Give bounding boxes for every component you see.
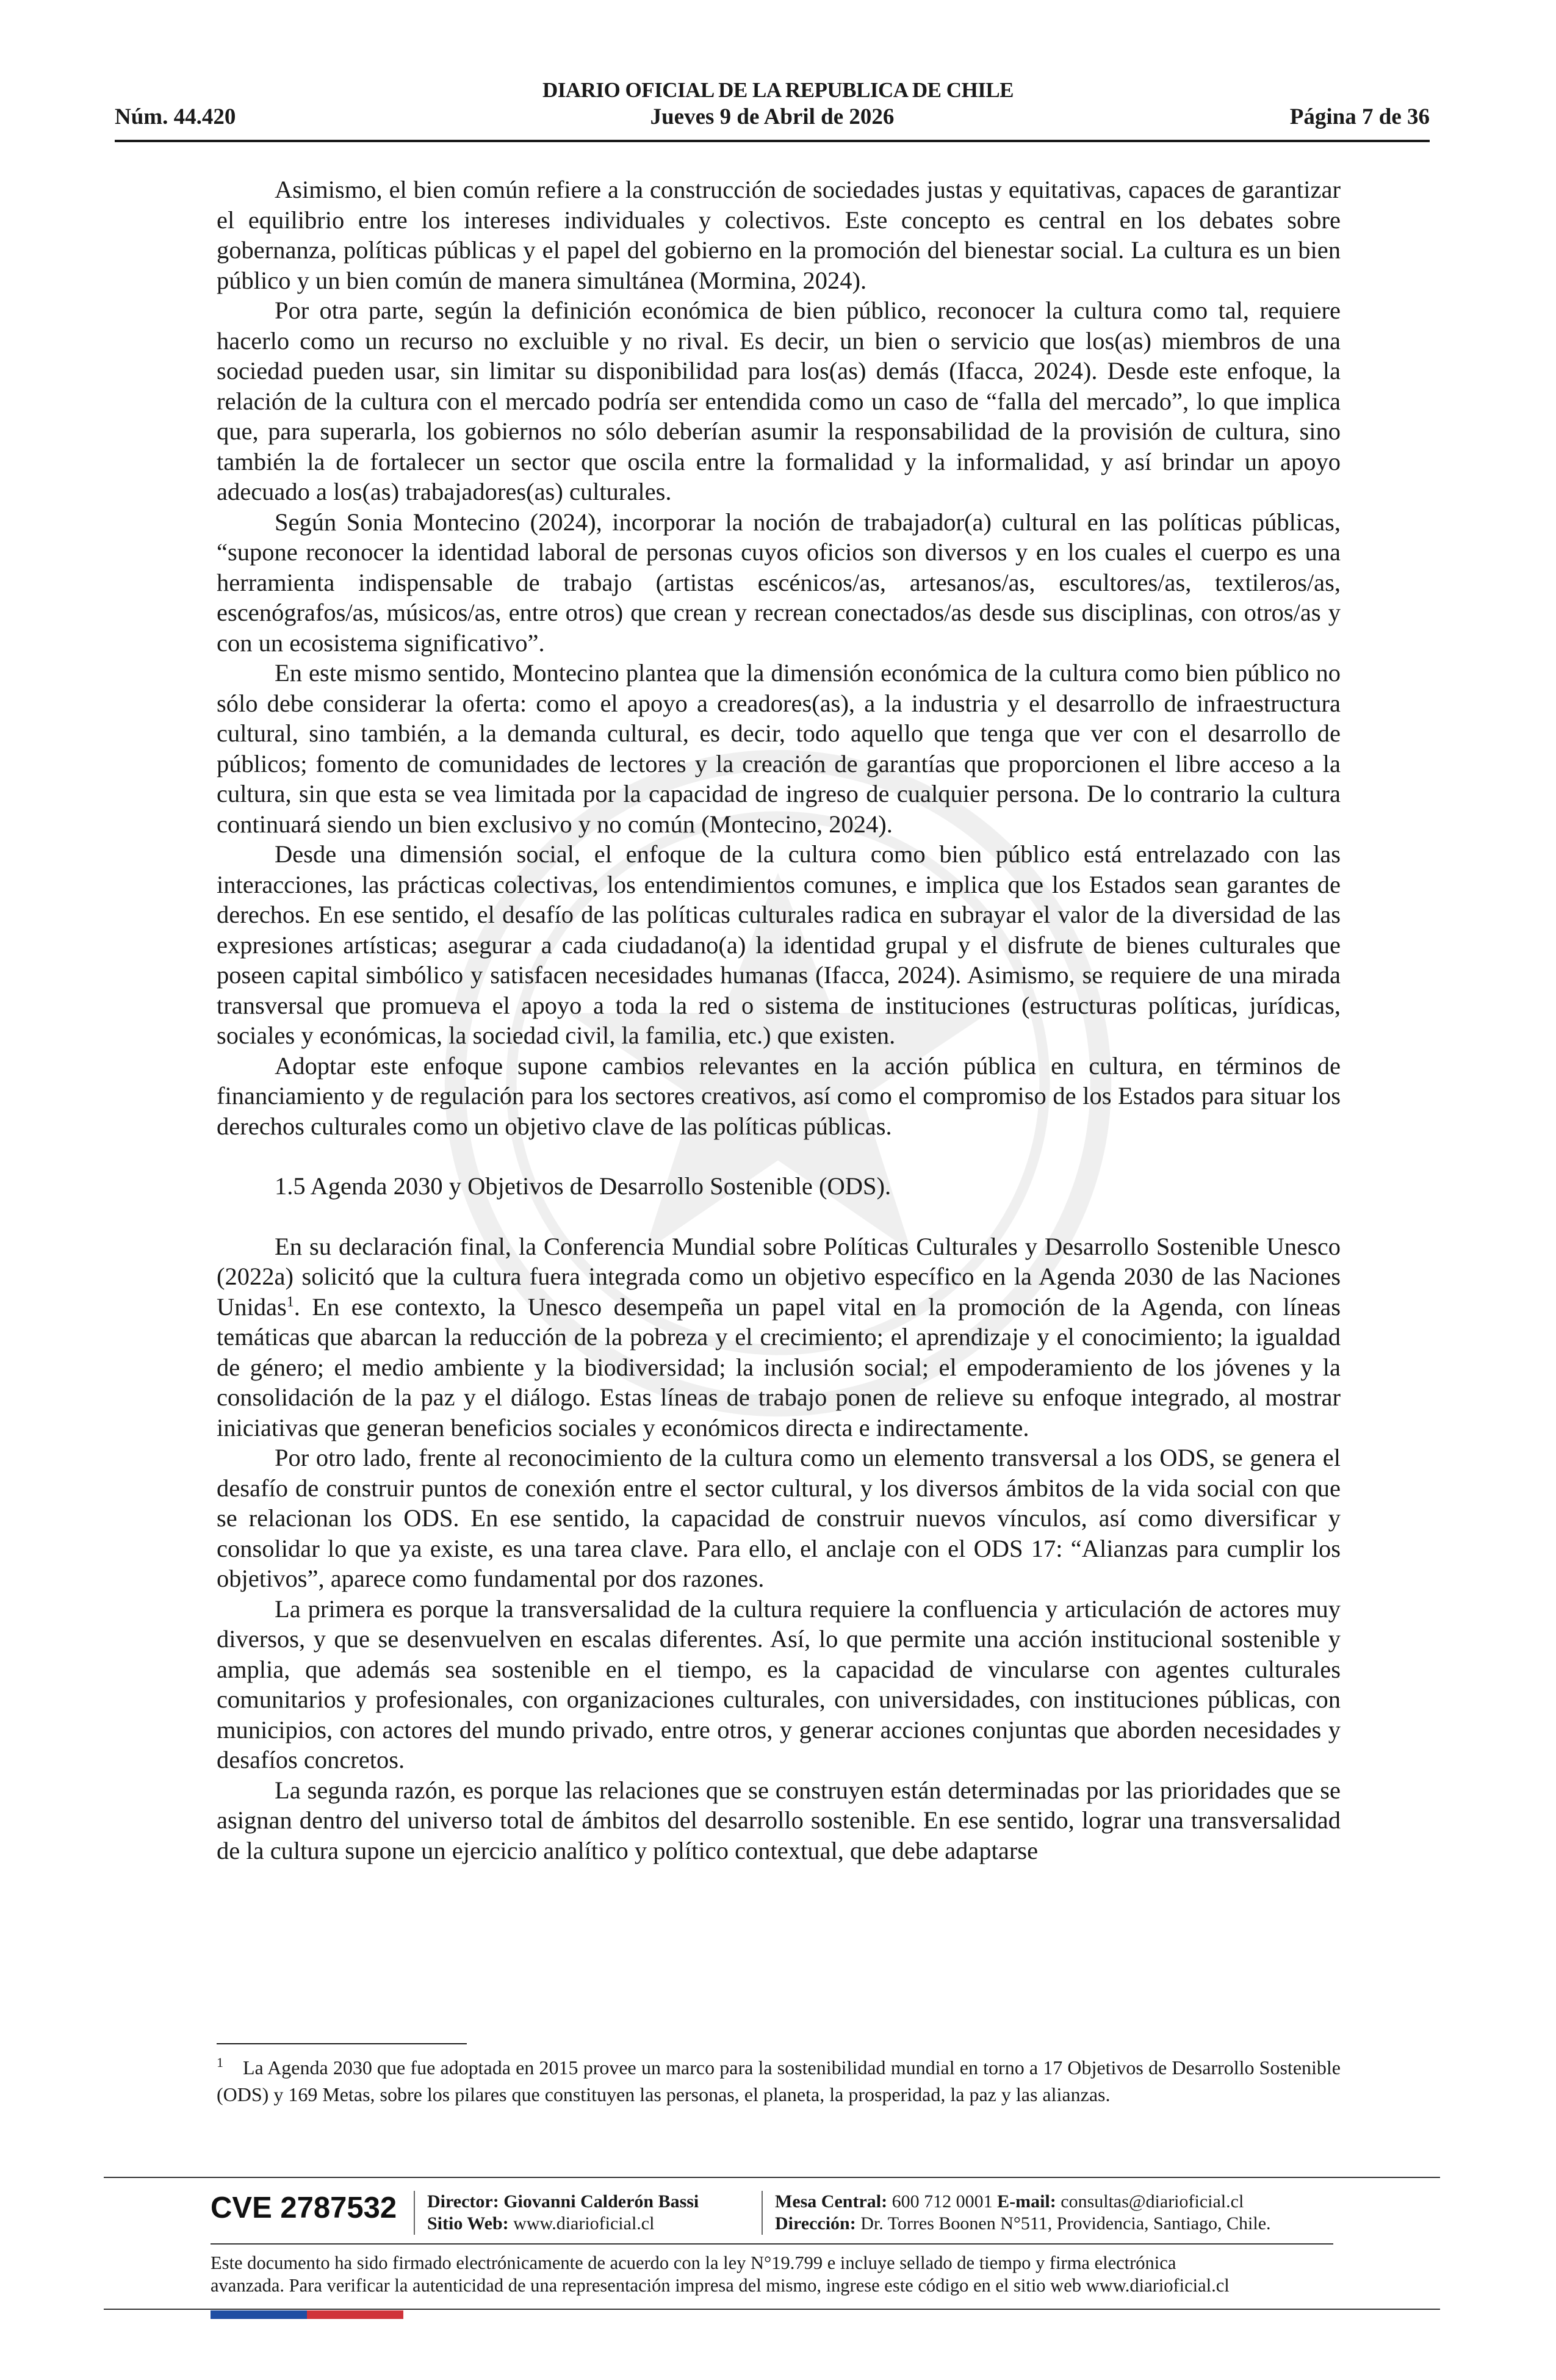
flag-stripe-red	[307, 2310, 403, 2319]
footer-bottom-divider	[104, 2309, 1440, 2310]
paragraph: Asimismo, el bien común refiere a la construcción de sociedades justas y equitativas, capaces de garantizar el equilibrio entre los intereses individuales y colectivos. Este concepto es central en los debates sobre gobernanza, políticas públicas y el papel del gobierno en la promoción del bienestar social. La cultura es un bien público y un bien común de manera simultánea (Mormina, 2024).	[217, 176, 1341, 294]
paragraph: La segunda razón, es porque las relaciones que se construyen están determinadas por las prioridades que se asignan dentro del universo total de ámbitos del desarrollo sostenible. En ese sentido, lograr una transversalidad de la cultura supone un ejercicio analítico y político contextual, que debe adaptarse	[217, 1776, 1341, 1864]
flag-stripe-blue	[211, 2310, 307, 2319]
director-name: Giovanni Calderón Bassi	[503, 2191, 699, 2212]
address-value: Dr. Torres Boonen N°511, Providencia, Santiago, Chile.	[860, 2213, 1271, 2234]
footer-director-block	[427, 2191, 699, 2235]
cve-code: CVE 2787532	[211, 2191, 397, 2224]
gazette-title: DIARIO OFICIAL DE LA REPUBLICA DE CHILE	[542, 78, 1014, 102]
footnote-reference: 1	[286, 1294, 294, 1310]
paragraph: La primera es porque la transversalidad de la cultura requiere la confluencia y articulación de actores muy diversos, y que se desenvuelven en escalas diferentes. Así, lo que permite una acción institucional sostenible y amplia, que además sea sostenible en el tiempo, es la capacidad de vincularse con agentes culturales comunitarios y profesionales, con organizaciones culturales, con universidades, con instituciones públicas, con municipios, con actores del mundo privado, entre otros, y generar acciones conjuntas que aborden necesidades y desafíos concretos.	[217, 1595, 1341, 1773]
signature-notice-line: Este documento ha sido firmado electrónicamente de acuerdo con la ley N°19.799 e incluye sellado de tiempo y firma electrónica	[211, 2252, 1176, 2273]
footnote-divider	[217, 2043, 467, 2044]
signature-notice	[211, 2252, 1345, 2297]
footer-contact-block	[775, 2191, 1271, 2235]
section-heading: 1.5 Agenda 2030 y Objetivos de Desarrollo Sostenible (ODS).	[275, 1172, 891, 1200]
address-label: Dirección:	[775, 2213, 856, 2234]
email-label: E-mail:	[997, 2191, 1056, 2212]
issue-date: Jueves 9 de Abril de 2026	[650, 104, 895, 129]
page-number: Página 7 de 36	[1289, 104, 1430, 129]
footer-separator	[414, 2191, 415, 2235]
header-divider	[115, 140, 1430, 142]
paragraph	[217, 1231, 1341, 1443]
article-body	[217, 175, 1341, 1866]
email-link[interactable]: consultas@diarioficial.cl	[1061, 2191, 1244, 2212]
footer-separator	[762, 2191, 763, 2235]
issue-number: Núm. 44.420	[115, 104, 236, 129]
paragraph: Según Sonia Montecino (2024), incorporar la noción de trabajador(a) cultural en las políticas públicas, “supone reconocer la identidad laboral de personas cuyos oficios son diversos y en los cuales el cuerpo es una herramienta indispensable de trabajo (artistas escénicos/as, artesanos/as, escultores/as, textileros/as, escenógrafos/as, músicos/as, entre otros) que crean y recrean conectados/as desde sus disciplinas, con otros/as y con un ecosistema significativo”.	[217, 508, 1341, 657]
paragraph-text: . En ese contexto, la Unesco desempeña un papel vital en la promoción de la Agenda, con líneas temáticas que abarcan la reducción de la pobreza y el crecimiento; el aprendizaje y el conocimiento; la igualdad de género; el medio ambiente y la biodiversidad; la inclusión social; el empoderamiento de los jóvenes y la consolidación de la paz y el diálogo. Estas líneas de trabajo ponen de relieve su enfoque integrado, al mostrar iniciativas que generan beneficios sociales y económicos directa e indirectamente.	[217, 1293, 1341, 1441]
paragraph: Adoptar este enfoque supone cambios relevantes en la acción pública en cultura, en términos de financiamiento y de regulación para los sectores creativos, así como el compromiso de los Estados para situar los derechos culturales como un objetivo clave de las políticas públicas.	[217, 1051, 1341, 1140]
footer-middle-divider	[211, 2243, 1333, 2245]
paragraph: Por otro lado, frente al reconocimiento de la cultura como un elemento transversal a los ODS, se genera el desafío de construir puntos de conexión entre el sector cultural, y los diversos ámbitos de la vida social con que se relacionan los ODS. En ese sentido, la capacidad de construir nuevos vínculos, así como diversificar y consolidar lo que ya existe, es una tarea clave. Para ello, el anclaje con el ODS 17: “Alianzas para cumplir los objetivos”, aparece como fundamental por dos razones.	[217, 1444, 1341, 1592]
footer-top-divider	[104, 2177, 1440, 2178]
paragraph: En este mismo sentido, Montecino plantea que la dimensión económica de la cultura como bien público no sólo debe considerar la oferta: como el apoyo a creadores(as), a la industria y el desarrollo de infraestructura cultural, sino también, a la demanda cultural, es decir, todo aquello que tenga que ver con el desarrollo de públicos; fomento de comunidades de lectores y la creación de garantías que proporcionen el libre acceso a la cultura, sin que esta se vea limitada por la capacidad de ingreso de cualquier persona. De lo contrario la cultura continuará siendo un bien exclusivo y no común (Montecino, 2024).	[217, 659, 1341, 838]
header-row	[115, 104, 1430, 134]
website-label: Sitio Web:	[427, 2213, 509, 2234]
footnote-mark: 1	[217, 2055, 223, 2071]
footnote-text: La Agenda 2030 que fue adoptada en 2015 provee un marco para la sostenibilidad mundial en torno a 17 Objetivos de Desarrollo Sostenible (ODS) y 169 Metas, sobre los pilares que constituyen las personas, el planeta, la prosperidad, la paz y las alianzas.	[217, 2057, 1341, 2105]
phone-label: Mesa Central:	[775, 2191, 888, 2212]
signature-notice-line: avanzada. Para verificar la autenticidad de una representación impresa del mismo, ingrese este código en el sitio web www.diarioficial.cl	[211, 2275, 1230, 2296]
paragraph: Por otra parte, según la definición económica de bien público, reconocer la cultura como tal, requiere hacerlo como un recurso no excluible y no rival. Es decir, un bien o servicio que los(as) miembros de una sociedad pueden usar, sin limitar su disponibilidad para los(as) demás (Ifacca, 2024). Desde este enfoque, la relación de la cultura con el mercado podría ser entendida como un caso de “falla del mercado”, lo que implica que, para superarla, los gobiernos no sólo deberían asumir la responsabilidad de la provisión de cultura, sino también la de fortalecer un sector que oscila entre la formalidad y la informalidad, y así brindar un apoyo adecuado a los(as) trabajadores(as) culturales.	[217, 297, 1341, 505]
paragraph-text: En su declaración final, la Conferencia Mundial sobre Políticas Culturales y Desarrollo Sostenible Unesco (2022a) solicitó que la cultura fuera integrada como un objetivo específico en la Agenda 2030 de las Naciones Unidas	[217, 1232, 1341, 1321]
phone-value: 600 712 0001	[891, 2191, 993, 2212]
website-link[interactable]: www.diarioficial.cl	[513, 2213, 655, 2234]
director-label: Director:	[427, 2191, 499, 2212]
paragraph: Desde una dimensión social, el enfoque de la cultura como bien público está entrelazado con las interacciones, las prácticas colectivas, los entendimientos comunes, e implica que los Estados sean garantes de derechos. En ese sentido, el desafío de las políticas culturales radica en subrayar el valor de la diversidad de las expresiones artísticas; asegurar a cada ciudadano(a) la identidad grupal y el disfrute de bienes culturales que poseen capital simbólico y satisfacen necesidades humanas (Ifacca, 2024). Asimismo, se requiere de una mirada transversal que promueva el apoyo a toda la red o sistema de instituciones (estructuras políticas, jurídicas, sociales y económicas, la sociedad civil, la familia, etc.) que existen.	[217, 840, 1341, 1049]
footnote	[217, 2054, 1341, 2108]
